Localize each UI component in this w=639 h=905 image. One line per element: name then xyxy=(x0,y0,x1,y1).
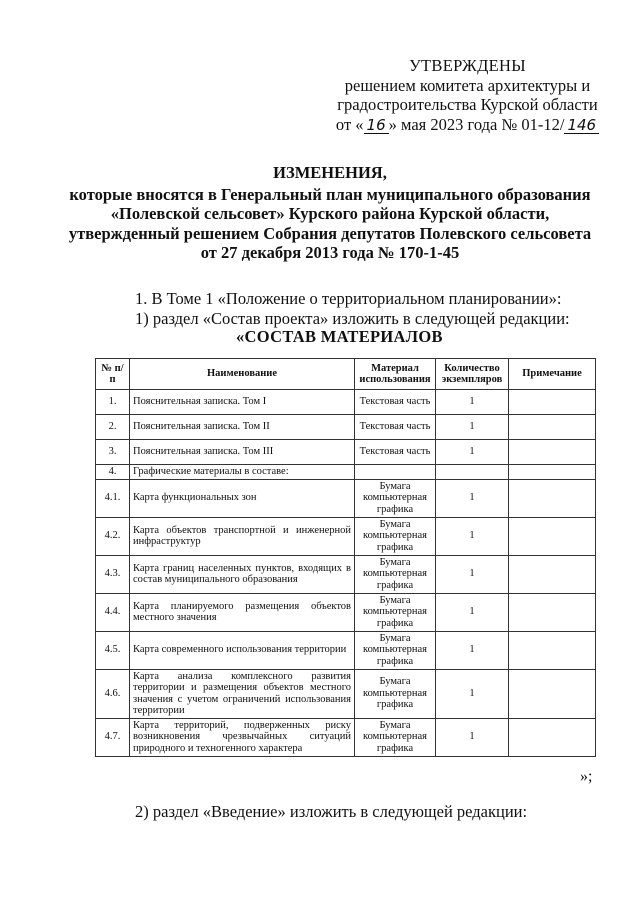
row-material-cell: Бумага компьютерная графика xyxy=(355,669,436,718)
row-material-cell: Бумага компьютерная графика xyxy=(355,718,436,756)
row-note-cell xyxy=(509,415,596,440)
row-quantity-cell: 1 xyxy=(436,631,509,669)
row-quantity-cell: 1 xyxy=(436,517,509,555)
row-num-cell: 2. xyxy=(96,415,130,440)
row-material-cell: Бумага компьютерная графика xyxy=(355,631,436,669)
row-quantity-cell: 1 xyxy=(436,669,509,718)
row-quantity-cell xyxy=(436,465,509,480)
intro-paragraph xyxy=(135,289,570,329)
row-note-cell xyxy=(509,593,596,631)
row-name-cell: Карта функциональных зон xyxy=(130,479,355,517)
row-quantity-cell: 1 xyxy=(436,390,509,415)
row-material-cell xyxy=(355,465,436,480)
table-row xyxy=(96,415,596,440)
header-quantity: Количество экземпляров xyxy=(436,359,509,390)
row-name-cell: Карта анализа комплексного развития территории и размещения объектов местного значения с учетом ограничений использования территории xyxy=(130,669,355,718)
header-name: Наименование xyxy=(130,359,355,390)
row-num-cell: 1. xyxy=(96,390,130,415)
row-note-cell xyxy=(509,479,596,517)
row-material-cell: Бумага компьютерная графика xyxy=(355,555,436,593)
row-note-cell xyxy=(509,465,596,480)
table-row xyxy=(96,390,596,415)
row-note-cell xyxy=(509,440,596,465)
row-quantity-cell: 1 xyxy=(436,718,509,756)
table-row xyxy=(96,555,596,593)
row-quantity-cell: 1 xyxy=(436,440,509,465)
table-row xyxy=(96,517,596,555)
closing-quote: »; xyxy=(580,768,593,785)
row-name-cell: Карта территорий, подверженных риску возникновения чрезвычайных ситуаций природного и техногенного характера xyxy=(130,718,355,756)
row-quantity-cell: 1 xyxy=(436,555,509,593)
row-material-cell: Текстовая часть xyxy=(355,390,436,415)
row-quantity-cell: 1 xyxy=(436,593,509,631)
intro-line-2: 1) раздел «Состав проекта» изложить в следующей редакции: xyxy=(135,309,570,328)
approval-stamp xyxy=(330,56,605,134)
date-middle: » мая 2023 года № 01-12/ xyxy=(388,114,565,134)
heading-line-4: утвержденный решением Собрания депутатов Полевского сельсовета xyxy=(68,223,592,243)
row-note-cell xyxy=(509,517,596,555)
row-name-cell: Пояснительная записка. Том III xyxy=(130,440,355,465)
row-num-cell: 4. xyxy=(96,465,130,480)
row-note-cell xyxy=(509,718,596,756)
row-num-cell: 4.5. xyxy=(96,631,130,669)
point-2-paragraph: 2) раздел «Введение» изложить в следующей редакции: xyxy=(135,802,528,821)
row-material-cell: Текстовая часть xyxy=(355,440,436,465)
row-quantity-cell: 1 xyxy=(436,479,509,517)
intro-line-1: 1. В Томе 1 «Положение о территориальном планировании»: xyxy=(135,289,562,308)
row-num-cell: 4.2. xyxy=(96,517,130,555)
table-row xyxy=(96,440,596,465)
row-material-cell: Бумага компьютерная графика xyxy=(355,517,436,555)
table-row xyxy=(96,479,596,517)
row-name-cell: Пояснительная записка. Том I xyxy=(130,390,355,415)
row-num-cell: 4.4. xyxy=(96,593,130,631)
row-num-cell: 3. xyxy=(96,440,130,465)
row-material-cell: Текстовая часть xyxy=(355,415,436,440)
heading-line-5: от 27 декабря 2013 года № 170-1-45 xyxy=(200,243,460,262)
handwritten-day: 16 xyxy=(364,117,389,134)
row-note-cell xyxy=(509,631,596,669)
row-name-cell: Карта планируемого размещения объектов местного значения xyxy=(130,593,355,631)
row-quantity-cell: 1 xyxy=(436,415,509,440)
date-prefix: от « xyxy=(335,114,364,134)
row-num-cell: 4.6. xyxy=(96,669,130,718)
table-row xyxy=(96,669,596,718)
row-num-cell: 4.3. xyxy=(96,555,130,593)
row-material-cell: Бумага компьютерная графика xyxy=(355,479,436,517)
document-heading xyxy=(60,163,600,263)
approval-title: УТВЕРЖДЕНЫ xyxy=(409,56,526,75)
row-name-cell: Карта границ населенных пунктов, входящих в состав муниципального образования xyxy=(130,555,355,593)
row-num-cell: 4.7. xyxy=(96,718,130,756)
header-num: № п/п xyxy=(96,359,130,390)
approval-line-2: градостроительства Курской области xyxy=(337,95,598,114)
row-name-cell: Карта современного использования территории xyxy=(130,631,355,669)
materials-table xyxy=(95,358,596,757)
approval-line-1: решением комитета архитектуры и xyxy=(344,75,591,95)
table-row xyxy=(96,593,596,631)
table-header-row xyxy=(96,359,596,390)
heading-line-2: которые вносятся в Генеральный план муниципального образования xyxy=(69,184,591,204)
row-note-cell xyxy=(509,555,596,593)
row-note-cell xyxy=(509,669,596,718)
table-row xyxy=(96,631,596,669)
table-row xyxy=(96,718,596,756)
row-name-cell: Пояснительная записка. Том II xyxy=(130,415,355,440)
handwritten-number: 146 xyxy=(564,117,599,134)
row-note-cell xyxy=(509,390,596,415)
table-title: «СОСТАВ МАТЕРИАЛОВ xyxy=(236,327,443,346)
heading-line-1: ИЗМЕНЕНИЯ, xyxy=(273,163,387,182)
approval-date xyxy=(330,115,605,135)
row-material-cell: Бумага компьютерная графика xyxy=(355,593,436,631)
heading-line-3: «Полевской сельсовет» Курского района Курской области, xyxy=(110,204,550,223)
header-material: Материал использования xyxy=(355,359,436,390)
header-note: Примечание xyxy=(509,359,596,390)
row-num-cell: 4.1. xyxy=(96,479,130,517)
table-row xyxy=(96,465,596,480)
row-name-cell: Графические материалы в составе: xyxy=(130,465,355,480)
row-name-cell: Карта объектов транспортной и инженерной инфраструктур xyxy=(130,517,355,555)
